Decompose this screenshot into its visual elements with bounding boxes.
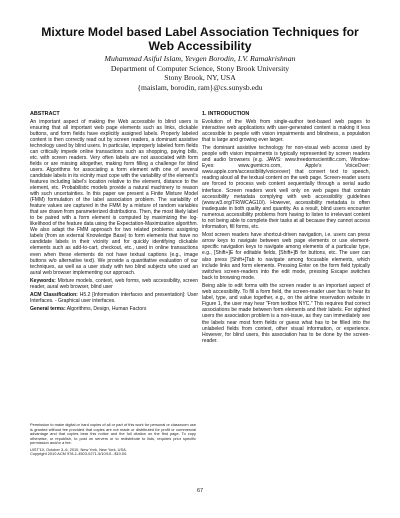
- introduction-heading: 1. INTRODUCTION: [202, 111, 250, 117]
- general-terms-text: Algorithms, Design, Human Factors: [66, 306, 147, 313]
- acm-label: ACM Classification:: [30, 292, 78, 299]
- permission-notice: Permission to make digital or hard copies of all or part of this work for personal or classroom use is granted without fee provided that copies are not made or distributed for profit or commercial advantage and that copies bear this notice and the full citation on the first page. To copy otherwise, or republish, to post on servers or to redistribute to lists, requires prior specific permission and/or a fee.: [30, 422, 196, 446]
- left-column: [30, 111, 198, 312]
- affiliation: Department of Computer Science, Stony Brook University: [110, 63, 290, 73]
- intro-paragraph: Most screen readers have shortcut-driven navigation, i.e. users can press arrow keys to navigate between web page elements or use element-specific navigation keys to navigate among elements of a particular type, e.g., [Shift+]E for editable fields, [Shift+]B for buttons, etc. The user can also press [Shift+]Tab to navigate among focusable elements, which include links and form elements. Pressing Enter on the form field typically switches screen-readers into the edit mode, pressing Escape switches back to browsing mode.: [202, 232, 370, 281]
- right-column: [202, 111, 370, 346]
- keywords-label: Keywords:: [30, 278, 56, 285]
- author-names: Muhammad Asiful Islam, Yevgen Borodin, I.V. Ramakrishnan: [104, 54, 296, 63]
- author-emails: {maislam, borodin, ram}@cs.sunysb.edu: [137, 82, 263, 92]
- venue-line: UIST'10, October 3–6, 2010, New York, New York, USA.: [30, 446, 127, 452]
- location: Stony Brook, NY, USA: [164, 73, 236, 83]
- general-terms: [30, 306, 198, 312]
- abstract-heading: ABSTRACT: [30, 111, 60, 117]
- copyright-footnote: [30, 423, 196, 457]
- keywords-text: Mixture models, context, web forms, web accessibility, screen reader, aural web browser, blind user: [30, 278, 199, 291]
- acm-text: H5.2 [Information interfaces and presentation]: User Interfaces. - Graphical user interfaces.: [30, 292, 199, 305]
- acm-classification: [30, 292, 198, 304]
- intro-paragraph: The dominant assistive technology for non-visual web access used by people with vision impairments is typically represented by screen readers and audio browsers (e.g. JAWS: www.freedomscientific.com, Window-Eyes: www.gwmicro.com, Apple's VoiceOver: www.apple.com/accessibility/voiceover) that convert text to speech, reading aloud all the textual content on the web page. Screen-reader users are forced to process web content sequentially through a serial audio interface. Screen readers work well only on web pages that contain accessibility metadata complying with web accessibility guidelines (www.w3.org/TR/WCAG10/). However, accessibility metadata is often inadequate in both quality and quantity. As a result, blind users encounter numerous accessibility problems from having to listen to irrelevant content to not being able to complete their tasks at all because they cannot access information, fill forms, etc.: [202, 145, 370, 230]
- copyright-line: Copyright 2010 ACM 978-1-4503-0271-5/10/10...$10.00.: [30, 451, 128, 457]
- abstract-text: An important aspect of making the Web accessible to blind users is ensuring that all important web page elements such as links, clickable buttons, and form fields have explicitly assigned labels. Properly labeled content is then correctly read out by screen readers, a dominant assistive technology used by blind users. In particular, improperly labeled form fields can critically impede online transactions such as shopping, paying bills, etc. with screen readers. Very often labels are not associated with form fields or are missing altogether, making form filling a challenge for blind users. Algorithms for associating a form element with one of several candidate labels in its vicinity must cope with the variability of the element's features including label's location relative to the element, distance to the element, etc. Probabilistic models provide a natural machinery to reason with such uncertainties. In this paper we present a Finite Mixture Model (FMM) formulation of the label association problem. The variability of feature values are captured in the FMM by a mixture of random variables that are drawn from parameterized distributions. Then, the most likely label to be paired with a form element is computed by maximizing the log-likelihood of the feature data using the Expectation-Maximization algorithm. We also adapt the FMM approach for two related problems: assigning labels (from an external Knowledge Base) to form elements that have no candidate labels in their vicinity and for quickly identifying clickable elements such as add-to-cart, checkout, etc., used in online transactions even when these elements do not have textual captions (e.g., image buttons w/o alternative text). We provide a quantitative evaluation of our techniques, as well as a user study with two blind subjects who used an aural web browser implementing our approach.: [30, 118, 198, 276]
- intro-paragraph: Evolution of the Web from single-author text-based web pages to interactive web applications with user-generated content is making it less accessible to people with vision impairments and blindness, a population that is large and growing ever larger.: [202, 118, 370, 143]
- keywords: [30, 278, 198, 290]
- paper-title: Mixture Model based Label Association Techniques for Web Accessibility: [41, 25, 359, 53]
- general-terms-label: General terms:: [30, 306, 66, 313]
- page-number: 67: [196, 488, 204, 494]
- author-block: [40, 54, 360, 92]
- intro-paragraph: Being able to edit forms with the screen reader is an important aspect of web accessibility. To fill a form field, the screen-reader user has to hear its label, type, and value together, e.g., on the airline reservation website in Figure 1, the user may hear "From textbox NYC." This requires that correct associations be made between form elements and their labels. For sighted users the association problem is a non-issue, as they can immediately see the labels near most form fields or guess what has to be filled into the unlabeled fields from context, other visual information, or experience. However, for blind users, this association has to be done by the screen-reader.: [202, 283, 370, 344]
